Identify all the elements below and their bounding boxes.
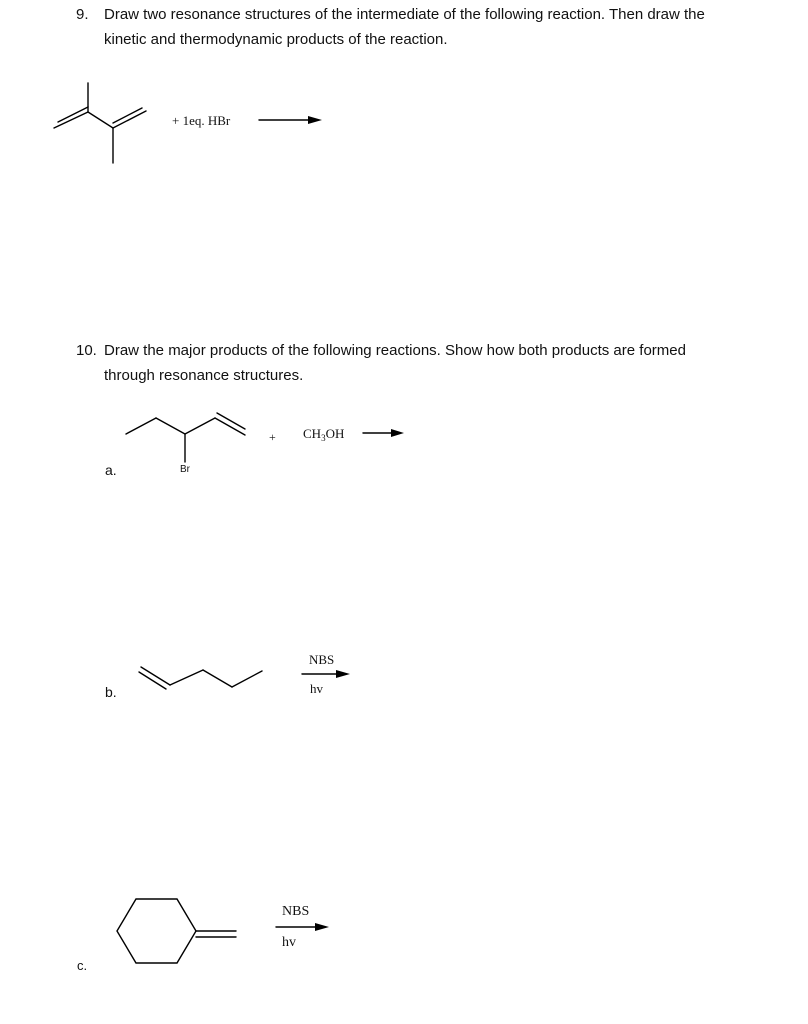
- q10b-label: b.: [105, 684, 117, 700]
- question-10-line-1: Draw the major products of the following reactions. Show how both products are formed: [104, 342, 686, 359]
- q9-diene-structure: [54, 83, 146, 163]
- q10c-structure: [117, 899, 236, 963]
- q10a-label: a.: [105, 462, 117, 478]
- q10a-reagent-subscript: 3: [321, 433, 326, 443]
- q10c-reaction-arrow: [276, 923, 329, 931]
- q10b-reaction-arrow: [302, 670, 350, 678]
- question-10-line-2: through resonance structures.: [104, 367, 304, 384]
- q10a-reaction-arrow: [363, 429, 404, 437]
- q9-reagent: + 1eq. HBr: [172, 113, 231, 128]
- q10b-structure: [139, 667, 262, 689]
- q10a-reagent-main: CH: [303, 426, 322, 441]
- q10a-plus-sign: +: [269, 430, 276, 444]
- q10c-reagent-top: NBS: [282, 904, 310, 919]
- q10a-reagent-tail: OH: [325, 426, 345, 441]
- question-9-line-1: Draw two resonance structures of the intermediate of the following reaction. Then draw the: [104, 6, 705, 23]
- q10a-reagent: [303, 426, 344, 442]
- question-9-number: 9.: [76, 6, 89, 23]
- q10a-structure: [126, 413, 245, 462]
- q10b-reagent-top: NBS: [309, 652, 335, 667]
- q10a-bromine-label: Br: [180, 464, 190, 475]
- q10c-reagent-bottom: hv: [282, 935, 296, 950]
- q9-reaction-arrow: [259, 116, 322, 124]
- q10b-reagent-bottom: hv: [310, 681, 323, 696]
- question-10-number: 10.: [76, 342, 97, 359]
- question-9-line-2: kinetic and thermodynamic products of the reaction.: [104, 31, 448, 48]
- q10c-label: c.: [77, 958, 88, 973]
